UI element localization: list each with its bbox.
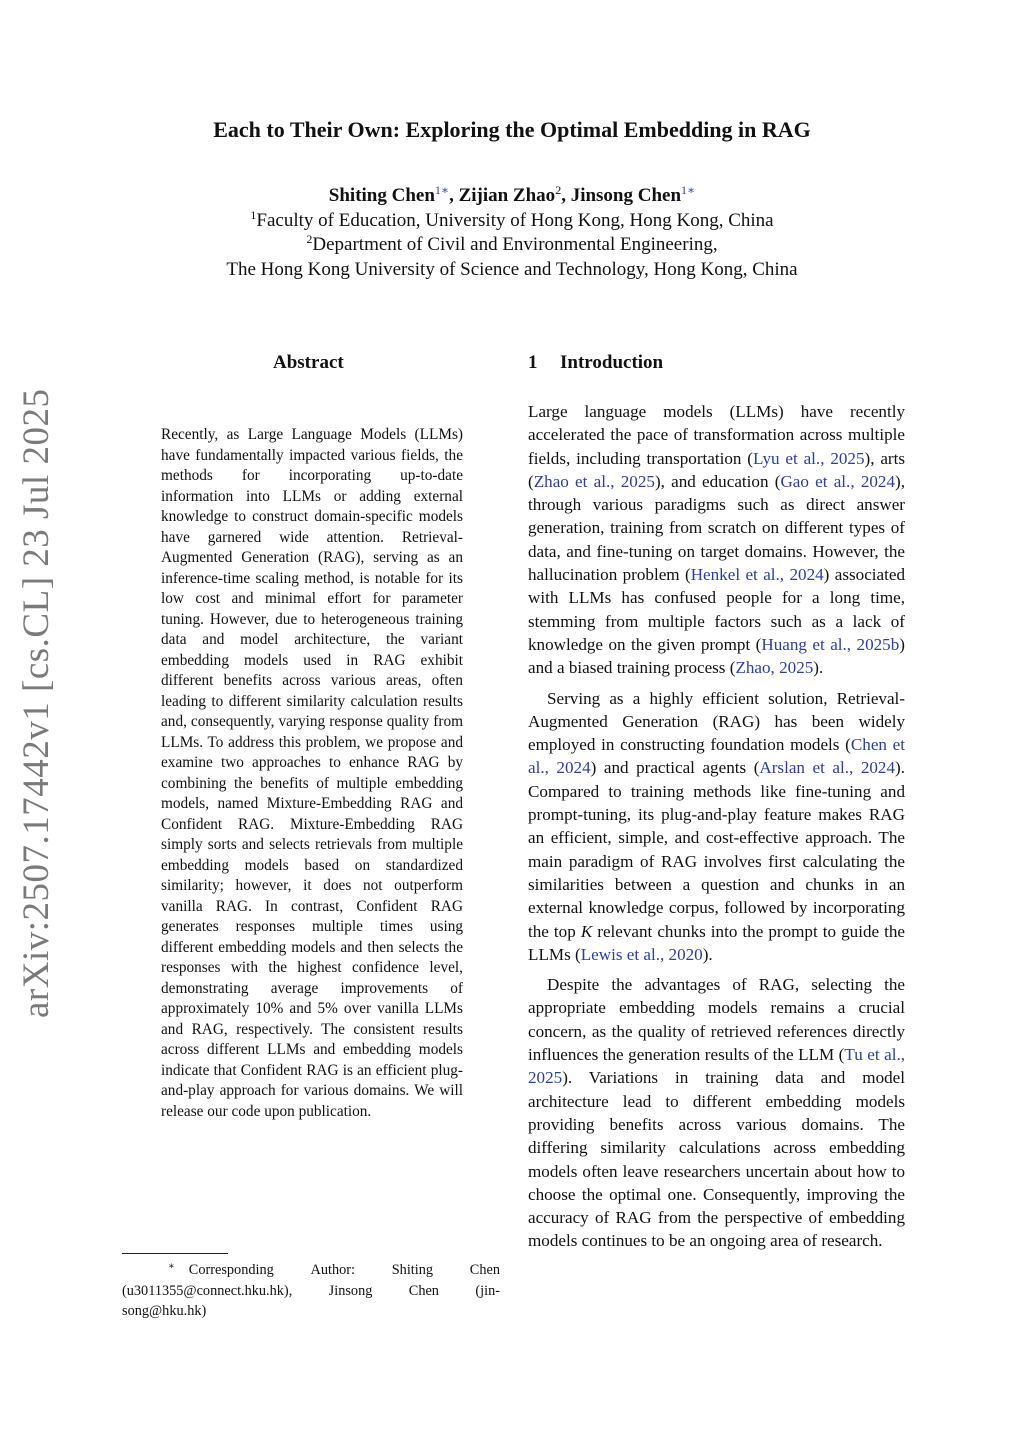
footnote-word: Chen [469, 1262, 500, 1278]
footnote [122, 1260, 500, 1322]
footnote-mark: ∗ [168, 1261, 175, 1272]
citation-link[interactable]: Lyu et al., 2025 [752, 448, 865, 468]
arxiv-identifier: arXiv:2507.17442v1 [cs.CL] 23 Jul 2025 [16, 388, 57, 1018]
footnote-line-3: song@hku.hk) [122, 1303, 207, 1319]
citation-link[interactable]: Arslan et al., 2024 [759, 758, 896, 778]
body-text: ) and a biased training process ( [528, 634, 905, 678]
body-text: ) associated with LLMs has confused people for a long time, stemming from multiple factors such as a lack of knowledge on the given prompt ( [528, 565, 906, 654]
affiliation-1 [100, 209, 924, 234]
paper-title: Each to Their Own: Exploring the Optimal Embedding in RAG [213, 117, 811, 142]
body-text: ). [702, 944, 713, 964]
author-name: Zijian Zhao [458, 185, 556, 206]
footnote-word: Corresponding [188, 1262, 274, 1278]
author-affiliation-mark: 2 [555, 183, 562, 197]
footnote-email: (u3011355@connect.hku.hk), [122, 1282, 293, 1299]
affiliation-mark: 1 [250, 207, 257, 222]
affiliation-2-line-2: The Hong Kong University of Science and Technology, Hong Kong, China [226, 258, 798, 280]
footnote-word [122, 1260, 274, 1281]
affiliation-2 [100, 233, 924, 258]
paragraph-3 [528, 973, 905, 1253]
author-separator: , [561, 185, 571, 206]
footnote-word: Chen [408, 1282, 439, 1299]
affiliation-text: Faculty of Education, University of Hong Kong, Hong Kong, China [256, 209, 774, 231]
body-text: ). Compared to training methods like fine-tuning and prompt-tuning, its plug-and-play feature makes RAG an efficient, simple, and cost-effective approach. The main paradigm of RAG involves first calculating the similarities between a question and chunks in an external knowledge corpus, followed by incorporating the top [528, 758, 905, 941]
body-text: Large language models (LLMs) have recently accelerated the pace of transformation across multiple fields, including transportation ( [528, 402, 905, 468]
citation-link[interactable]: Zhao et al., 2025 [533, 471, 655, 491]
citation-link[interactable]: Zhao, 2025 [735, 658, 814, 678]
author-block [100, 184, 924, 282]
introduction-heading [528, 352, 663, 374]
author-separator: , [449, 185, 459, 206]
body-text: ), and education ( [654, 471, 781, 491]
footnote-word: Author: [310, 1262, 355, 1278]
section-title: Introduction [560, 352, 664, 373]
citation-link[interactable]: Lewis et al., 2020 [580, 944, 703, 964]
body-text: ), through various paradigms such as direct answer generation, training from scratch on different types of data, and fine-tuning on target domains. However, the hallucination problem ( [528, 471, 905, 585]
math-variable: K [580, 921, 593, 941]
body-text: Despite the advantages of RAG, selecting the appropriate embedding models remains a crucial concern, as the quality of retrieved references directly influences the generation results of the LLM ( [528, 975, 905, 1065]
author-affiliation-mark: 1∗ [681, 183, 696, 197]
paragraph-2 [528, 687, 905, 967]
body-text: ). [813, 658, 824, 678]
introduction-body [528, 400, 905, 1260]
abstract-text: Recently, as Large Language Models (LLMs) have fundamentally impacted various fields, the methods for incorporating up-to-date information into LLMs or adding external knowledge to construct domain-specific models have garnered wide attention. Retrieval-Augmented Generation (RAG), serving as an inference-time scaling method, is notable for its low cost and minimal effort for parameter tuning. However, due to heterogeneous training data and model architecture, the variant embedding models used in RAG exhibit different benefits across various areas, often leading to different similarity calculation results and, consequently, varying response quality from LLMs. To address this problem, we propose and examine two approaches to enhance RAG by combining the benefits of multiple embedding models, named Mixture-Embedding RAG and Confident RAG. Mixture-Embedding RAG simply sorts and selects retrievals from multiple embedding models based on standardized similarity; however, it does not outperform vanilla RAG. In contrast, Confident RAG generates responses multiple times using different embedding models and then selects the responses with the highest confidence level, demonstrating average improvements of approximately 10% and 5% over vanilla LLMs and RAG, respectively. The consistent results across different LLMs and embedding models indicate that Confident RAG is an efficient plug-and-play approach for various domains. We will release our code upon publication. [161, 426, 463, 1120]
citation-link[interactable]: Tu et al., 2025 [528, 1045, 906, 1088]
footnote-word: (jin- [475, 1282, 500, 1299]
body-text: relevant chunks into the prompt to guide the LLMs ( [528, 921, 906, 964]
citation-link[interactable]: Huang et al., 2025b [761, 634, 900, 654]
citation-link[interactable]: Gao et al., 2024 [780, 471, 896, 491]
author-name: Shiting Chen [328, 185, 435, 206]
body-text: ), arts ( [528, 448, 906, 491]
footnote-rule [122, 1253, 228, 1254]
body-text: Serving as a highly efficient solution, Retrieval-Augmented Generation (RAG) has been widely employed in constructing foundation models ( [528, 688, 905, 755]
affiliation-text: Department of Civil and Environmental Engineering, [312, 234, 718, 255]
citation-link[interactable]: Henkel et al., 2024 [690, 565, 824, 585]
body-text: ) and practical agents ( [590, 758, 760, 778]
author-name: Jinsong Chen [570, 185, 682, 206]
footnote-word: Jinsong [328, 1282, 373, 1299]
author-list [100, 184, 924, 209]
paragraph-1 [528, 400, 905, 680]
footnote-line-2 [122, 1281, 500, 1302]
author-affiliation-mark: 1∗ [434, 183, 450, 197]
footnote-word: Shiting [391, 1262, 434, 1278]
citation-link[interactable]: Chen et al., 2024 [528, 735, 905, 778]
body-text: ). Variations in training data and model architecture lead to different embedding models providing benefits across various domains. The differing similarity calculations across embedding models often leave researchers uncertain about how to choose the optimal one. Consequently, improving the accuracy of RAG from the perspective of embedding models continues to be an ongoing area of research. [528, 1068, 905, 1251]
footnote-line-1 [122, 1260, 500, 1281]
abstract-heading: Abstract [273, 352, 344, 373]
section-number: 1 [528, 352, 538, 373]
affiliation-mark: 2 [306, 232, 313, 246]
